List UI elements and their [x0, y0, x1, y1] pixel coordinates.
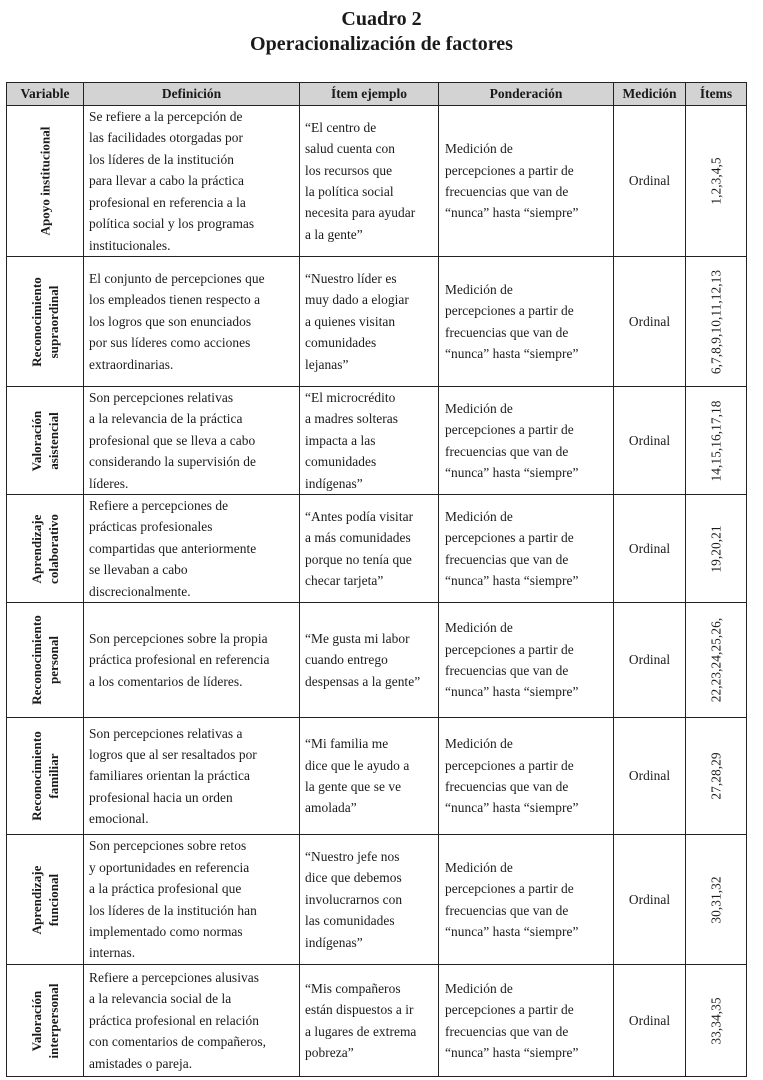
example-line: comunidades [305, 454, 377, 470]
definition-line: compartidas que anteriormente [89, 540, 257, 556]
weighting-line: Medición de [445, 281, 513, 297]
items-label: 6,7,8,9,10,11,12,13 [708, 269, 724, 374]
example-line: indígenas” [305, 934, 363, 950]
definition-line: Son percepciones sobre la propia [89, 630, 268, 646]
definition-line: con comentarios de compañeros, [89, 1034, 267, 1050]
variable-label [28, 865, 62, 934]
example-line: muy dado a elogiar [305, 292, 409, 308]
cell-items [686, 106, 747, 257]
definition-line: familiares orientan la práctica [89, 768, 251, 784]
variable-line: colaborativo [46, 513, 61, 584]
variable-label [28, 615, 62, 705]
weighting-line: “nunca” hasta “siempre” [445, 572, 579, 588]
example-line: lejanas” [305, 356, 349, 372]
weighting-line: percepciones a partir de [445, 303, 574, 319]
example-line: la gente que se ve [305, 779, 402, 795]
variable-label [28, 514, 62, 584]
items-label: 33,34,35 [708, 996, 724, 1045]
variable-label [37, 127, 54, 236]
weighting-line: frecuencias que van de [445, 902, 569, 918]
cell-example [300, 106, 439, 257]
example-line: dice que le ayudo a [305, 757, 410, 773]
variable-line: Valoración [29, 410, 44, 471]
cell-measure: Ordinal [614, 965, 686, 1077]
cell-measure: Ordinal [614, 387, 686, 495]
definition-line: las facilidades otorgadas por [89, 130, 244, 146]
weighting-line: percepciones a partir de [445, 641, 574, 657]
definition-line: por sus líderes como acciones [89, 335, 251, 351]
header-weighting: Ponderación [439, 83, 614, 106]
example-line: pobreza” [305, 1044, 354, 1060]
cell-example [300, 495, 439, 603]
table-body [7, 106, 747, 1077]
example-line: dice que debemos [305, 870, 402, 886]
table-row [7, 106, 747, 257]
variable-line: Reconocimiento [29, 276, 44, 367]
table-row [7, 835, 747, 965]
cell-definition [84, 835, 300, 965]
weighting-line: “nunca” hasta “siempre” [445, 800, 579, 816]
cell-weighting [439, 835, 614, 965]
definition-line: Son percepciones sobre retos [89, 838, 247, 854]
variable-label [28, 983, 62, 1058]
definition-line: Son percepciones relativas [89, 390, 234, 405]
example-line: “Mi familia me [305, 736, 389, 752]
definition-line: prácticas profesionales [89, 519, 213, 535]
weighting-line: percepciones a partir de [445, 530, 574, 546]
cell-example [300, 603, 439, 718]
cell-example [300, 965, 439, 1077]
definition-line: a la relevancia social de la [89, 991, 232, 1007]
weighting-line: percepciones a partir de [445, 422, 574, 438]
weighting-line: frecuencias que van de [445, 184, 569, 199]
example-line: a más comunidades [305, 530, 411, 546]
items-label: 14,15,16,17,18 [708, 399, 724, 482]
example-line: “El microcrédito [305, 390, 396, 405]
cell-variable [7, 257, 84, 387]
cell-weighting [439, 718, 614, 835]
cell-definition [84, 387, 300, 495]
definition-line: práctica profesional en relación [89, 1012, 260, 1028]
operationalization-table [6, 82, 747, 1077]
definition-line: los líderes de la institución han [89, 902, 257, 918]
items-label: 22,23,24,25,26, [708, 617, 724, 703]
cell-weighting [439, 603, 614, 718]
example-line: indígenas” [305, 475, 363, 491]
example-line: checar tarjeta” [305, 572, 384, 588]
example-line: “Nuestro jefe nos [305, 849, 400, 865]
weighting-line: “nunca” hasta “siempre” [445, 345, 579, 361]
definition-line: profesional que se lleva a cabo [89, 432, 256, 448]
example-line: “Me gusta mi labor [305, 630, 410, 646]
table-row [7, 603, 747, 718]
cell-weighting [439, 495, 614, 603]
weighting-line: frecuencias que van de [445, 324, 569, 340]
header-definition: Definición [84, 83, 300, 106]
weighting-line: percepciones a partir de [445, 162, 574, 178]
weighting-line: percepciones a partir de [445, 881, 574, 897]
definition-line: considerando la supervisión de [89, 454, 256, 470]
definition-line: logros que al ser resaltados por [89, 746, 257, 762]
variable-line: supraordinal [46, 285, 61, 358]
definition-line: amistades o pareja. [89, 1055, 193, 1071]
cell-definition [84, 603, 300, 718]
cell-definition [84, 495, 300, 603]
weighting-line: percepciones a partir de [445, 1002, 574, 1018]
example-line: “Mis compañeros [305, 980, 401, 996]
example-line: porque no tenía que [305, 551, 412, 567]
definition-line: Refiere a percepciones alusivas [89, 970, 259, 986]
table-title: Cuadro 2 [341, 8, 422, 30]
cell-definition [84, 257, 300, 387]
cell-example [300, 387, 439, 495]
cell-variable [7, 965, 84, 1077]
example-line: necesita para ayudar [305, 205, 416, 221]
items-label: 1,2,3,4,5 [708, 157, 724, 205]
weighting-line: Medición de [445, 620, 513, 636]
variable-label [28, 410, 62, 471]
definition-line: discrecionalmente. [89, 583, 191, 599]
example-line: a lugares de extrema [305, 1023, 417, 1039]
definition-line: los logros que son enunciados [89, 313, 252, 329]
example-line: están dispuestos a ir [305, 1002, 414, 1018]
weighting-line: frecuencias que van de [445, 1023, 569, 1039]
cell-variable [7, 106, 84, 257]
cell-measure: Ordinal [614, 835, 686, 965]
example-line: involucrarnos con [305, 891, 403, 907]
weighting-line: Medición de [445, 508, 513, 524]
definition-line: a la relevancia de la práctica [89, 411, 243, 427]
cell-definition [84, 106, 300, 257]
cell-variable [7, 835, 84, 965]
weighting-line: Medición de [445, 736, 513, 752]
example-line: “El centro de [305, 119, 377, 135]
table-row [7, 257, 747, 387]
cell-example [300, 257, 439, 387]
cell-items [686, 835, 747, 965]
weighting-line: frecuencias que van de [445, 551, 569, 567]
example-line: la política social [305, 184, 394, 199]
definition-line: práctica profesional en referencia [89, 652, 270, 668]
definition-line: internas. [89, 945, 136, 961]
definition-line: a los comentarios de líderes. [89, 673, 243, 689]
definition-line: política social y los programas [89, 216, 255, 232]
weighting-line: “nunca” hasta “siempre” [445, 205, 579, 221]
definition-line: los empleados tienen respecto a [89, 292, 261, 308]
items-label: 19,20,21 [708, 524, 724, 573]
definition-line: a la práctica profesional que [89, 881, 242, 897]
header-variable: Variable [7, 83, 84, 106]
definition-line: se llevaban a cabo [89, 562, 188, 578]
definition-line: para llevar a cabo la práctica [89, 173, 245, 189]
definition-line: institucionales. [89, 237, 171, 253]
definition-line: extraordinarias. [89, 356, 174, 372]
definition-line: profesional hacia un orden [89, 789, 233, 805]
cell-weighting [439, 387, 614, 495]
cell-variable [7, 718, 84, 835]
cell-definition [84, 965, 300, 1077]
weighting-line: percepciones a partir de [445, 757, 574, 773]
variable-line: Reconocimiento [29, 615, 44, 705]
cell-definition [84, 718, 300, 835]
definition-line: y oportunidades en referencia [89, 859, 250, 875]
table-row [7, 387, 747, 495]
weighting-line: “nunca” hasta “siempre” [445, 684, 579, 700]
variable-line: Aprendizaje [29, 865, 44, 935]
variable-line: Valoración [29, 990, 44, 1051]
variable-line: funcional [46, 873, 61, 926]
example-line: a madres solteras [305, 411, 399, 427]
header-measure: Medición [614, 83, 686, 106]
table-row [7, 495, 747, 603]
cell-variable [7, 387, 84, 495]
definition-line: Son percepciones relativas a [89, 725, 243, 741]
cell-items [686, 965, 747, 1077]
example-line: las comunidades [305, 913, 395, 929]
example-line: a quienes visitan [305, 313, 396, 329]
variable-line: Reconocimiento [29, 731, 44, 821]
table-subtitle: Operacionalización de factores [250, 33, 513, 55]
definition-line: Refiere a percepciones de [89, 498, 229, 514]
example-line: despensas a la gente” [305, 673, 421, 689]
variable-line: interpersonal [46, 983, 61, 1059]
cell-measure: Ordinal [614, 603, 686, 718]
example-line: impacta a las [305, 432, 376, 448]
header-items: Ítems [686, 83, 747, 106]
definition-line: los líderes de la institución [89, 151, 235, 167]
table-row [7, 965, 747, 1077]
example-line: salud cuenta con [305, 141, 396, 157]
weighting-line: Medición de [445, 141, 513, 157]
example-line: comunidades [305, 335, 377, 351]
weighting-line: “nunca” hasta “siempre” [445, 464, 579, 480]
cell-items [686, 387, 747, 495]
variable-line: personal [46, 636, 61, 685]
items-label: 27,28,29 [708, 752, 724, 800]
cell-items [686, 257, 747, 387]
header-row [7, 83, 747, 106]
example-line: los recursos que [305, 162, 393, 178]
weighting-line: Medición de [445, 400, 513, 416]
cell-example [300, 718, 439, 835]
definition-line: implementado como normas [89, 923, 243, 939]
example-line: “Antes podía visitar [305, 508, 414, 524]
items-label: 30,31,32 [708, 875, 724, 924]
example-line: cuando entrego [305, 652, 388, 668]
header-example: Ítem ejemplo [300, 83, 439, 106]
variable-line: asistencial [46, 411, 61, 470]
table-row [7, 718, 747, 835]
weighting-line: Medición de [445, 980, 513, 996]
weighting-line: “nunca” hasta “siempre” [445, 923, 579, 939]
cell-weighting [439, 965, 614, 1077]
cell-variable [7, 603, 84, 718]
variable-line: Aprendizaje [29, 514, 44, 584]
cell-items [686, 495, 747, 603]
definition-line: Se refiere a la percepción de [89, 109, 243, 125]
weighting-line: Medición de [445, 859, 513, 875]
cell-measure: Ordinal [614, 718, 686, 835]
cell-measure: Ordinal [614, 106, 686, 257]
cell-weighting [439, 257, 614, 387]
cell-measure: Ordinal [614, 257, 686, 387]
definition-line: profesional en referencia a la [89, 194, 246, 210]
definition-line: El conjunto de percepciones que [89, 270, 265, 286]
variable-label [28, 731, 62, 821]
cell-items [686, 718, 747, 835]
cell-measure: Ordinal [614, 495, 686, 603]
definition-line: emocional. [89, 811, 149, 827]
weighting-line: frecuencias que van de [445, 663, 569, 679]
table-caption [0, 0, 763, 57]
example-line: a la gente” [305, 226, 363, 242]
weighting-line: “nunca” hasta “siempre” [445, 1044, 579, 1060]
cell-variable [7, 495, 84, 603]
weighting-line: frecuencias que van de [445, 779, 569, 795]
cell-example [300, 835, 439, 965]
example-line: “Nuestro líder es [305, 270, 397, 286]
cell-weighting [439, 106, 614, 257]
variable-line: familiar [46, 753, 61, 799]
weighting-line: frecuencias que van de [445, 443, 569, 459]
definition-line: líderes. [89, 475, 129, 491]
variable-line: Apoyo institucional [37, 126, 53, 236]
cell-items [686, 603, 747, 718]
example-line: amolada” [305, 800, 357, 816]
variable-label [28, 277, 62, 367]
